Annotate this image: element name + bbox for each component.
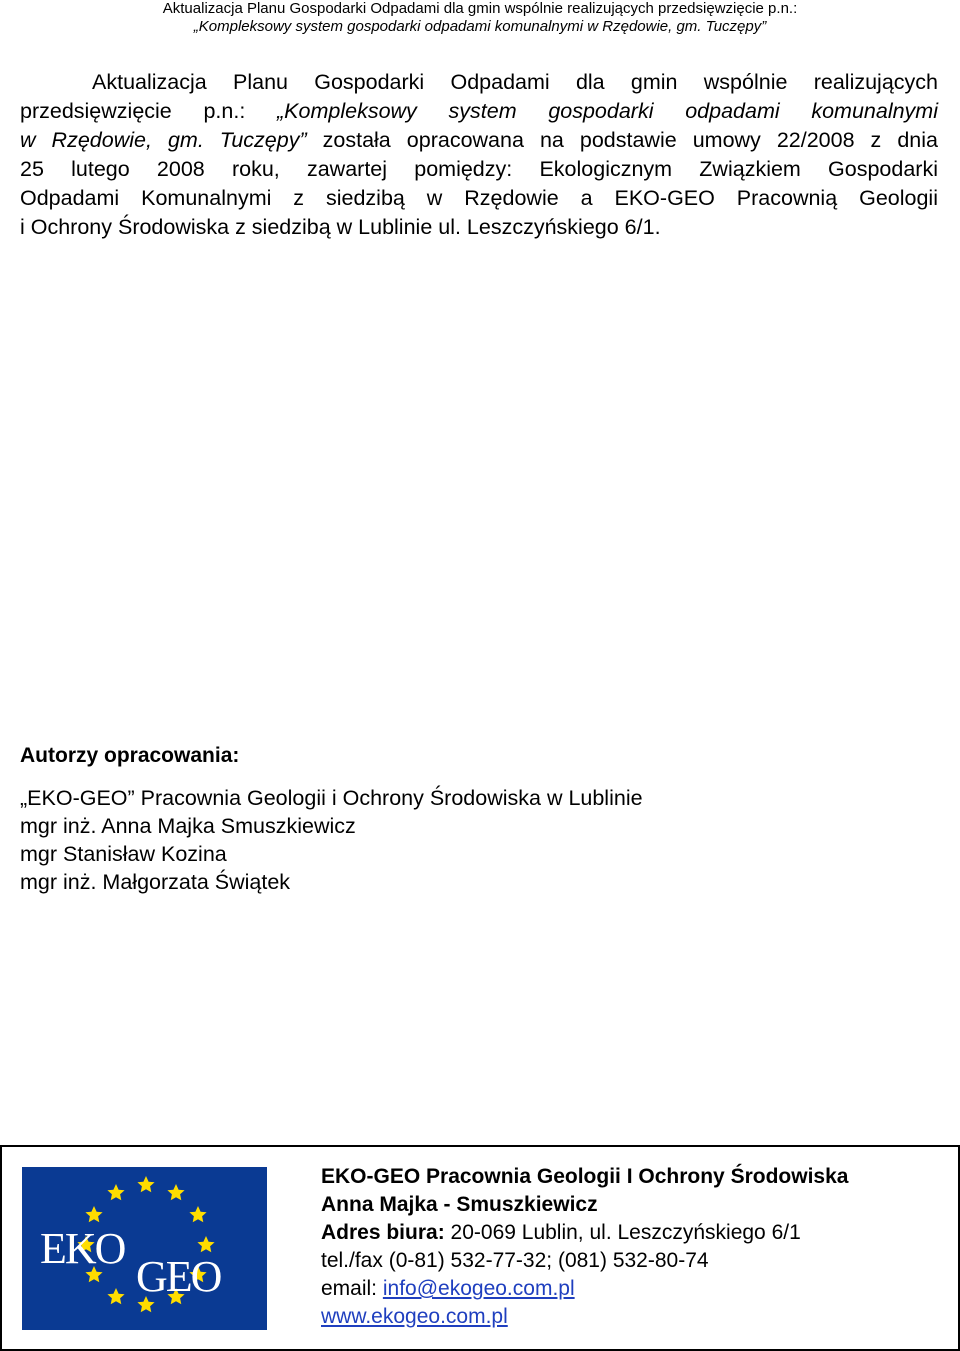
intro-line-1: [20, 68, 938, 97]
website-link[interactable]: www.ekogeo.com.pl: [321, 1305, 508, 1328]
running-header-line-2: „Kompleksowy system gospodarki odpadami komunalnymi w Rzędowie, gm. Tuczępy”: [193, 18, 767, 35]
footer-contact-box: [0, 1145, 960, 1351]
authors-heading: Autorzy opracowania:: [20, 744, 240, 767]
intro-line-2: [20, 97, 938, 126]
intro-text-2b: „Kompleksowy system gospodarki odpadami komunalnymi: [277, 99, 938, 123]
authors-organization: „EKO-GEO” Pracownia Geologii i Ochrony Środowiska w Lublinie: [20, 786, 643, 810]
intro-text-2a: przedsięwzięcie p.n.:: [20, 99, 278, 123]
intro-text-3b: została opracowana na podstawie umowy 22/2008 z dnia: [306, 128, 938, 152]
intro-line-5: Odpadami Komunalnymi z siedzibą w Rzędowie a EKO-GEO Pracownią Geologii: [20, 186, 938, 210]
eko-geo-logo-graphic: [22, 1167, 267, 1330]
intro-line-3: [20, 126, 938, 155]
address-label: Adres biura:: [321, 1221, 445, 1244]
eko-geo-logo: [22, 1167, 267, 1330]
intro-paragraph: [20, 68, 938, 242]
address-value: 20-069 Lublin, ul. Leszczyńskiego 6/1: [444, 1221, 801, 1244]
phone-fax: tel./fax (0-81) 532-77-32; (081) 532-80-74: [321, 1249, 709, 1272]
contact-details: [321, 1163, 848, 1331]
logo-text-geo: GEO: [136, 1252, 221, 1301]
website-row: [321, 1303, 848, 1331]
running-header: [0, 0, 960, 36]
author-1: mgr inż. Anna Majka Smuszkiewicz: [20, 814, 356, 838]
intro-line-6: i Ochrony Środowiska z siedzibą w Lublinie ul. Leszczyńskiego 6/1.: [20, 215, 661, 239]
authors-list: [20, 784, 643, 896]
running-header-line-1: Aktualizacja Planu Gospodarki Odpadami dla gmin wspólnie realizujących przedsięwzięcie p.n.:: [162, 0, 798, 17]
intro-text-1: Aktualizacja Planu Gospodarki Odpadami dla gmin wspólnie realizujących: [92, 70, 938, 94]
logo-text-eko: EKO: [40, 1224, 125, 1273]
author-3: mgr inż. Małgorzata Świątek: [20, 870, 291, 894]
intro-text-3a: w Rzędowie, gm. Tuczępy”: [20, 128, 307, 152]
company-name: EKO-GEO Pracownia Geologii I Ochrony Środowiska: [321, 1165, 849, 1188]
email-label: email:: [321, 1277, 383, 1300]
office-address: [321, 1219, 848, 1247]
intro-line-4: 25 lutego 2008 roku, zawartej pomiędzy: Ekologicznym Związkiem Gospodarki: [20, 157, 938, 181]
email-row: [321, 1275, 848, 1303]
contact-person: Anna Majka - Smuszkiewicz: [321, 1193, 598, 1216]
author-2: mgr Stanisław Kozina: [20, 842, 227, 866]
email-link[interactable]: info@ekogeo.com.pl: [382, 1277, 575, 1300]
